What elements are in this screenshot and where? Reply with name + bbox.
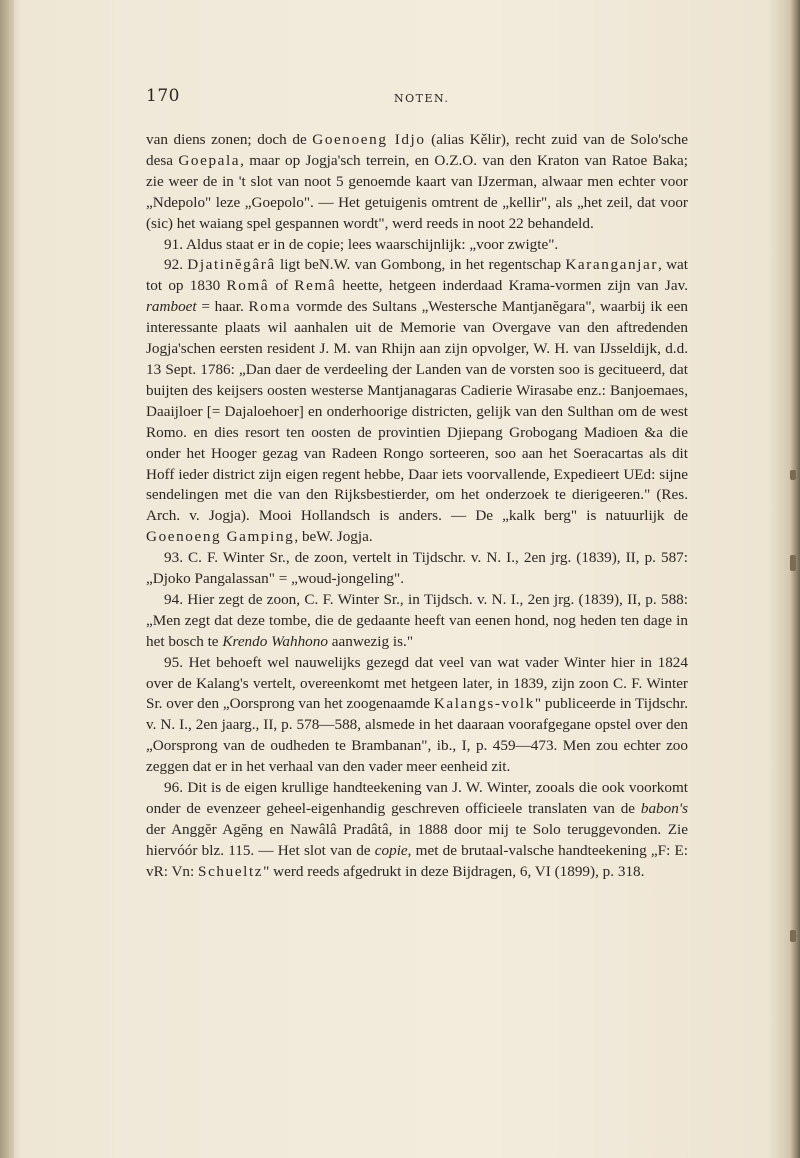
note-91: 91. Aldus staat er in de copie; lees waarschijnlijk: „voor zwigte". — [164, 235, 559, 253]
text-run: , wat tot op 1830 — [146, 256, 688, 295]
text-run: van diens zonen; doch de — [146, 131, 313, 148]
text-run: 92. — [164, 256, 188, 274]
text-run: heette, hetgeen inderdaad Krama-vormen zijn van Jav. — [336, 277, 688, 295]
note-92 — [146, 255, 688, 548]
text-run: , met de brutaal-valsche handteekening „F: E: vR: Vn: — [146, 841, 689, 880]
text-run: der Anggĕr Agĕng en Nawâlâ Pradâtâ, in 1888 door mij te Solo teruggevonden. Zie hiervóór blz. 115. — Het slot van de — [146, 820, 688, 859]
text-run: aanwezig is." — [327, 632, 414, 650]
spaced-term: Goenoeng Gamping — [146, 528, 295, 546]
page-edge — [790, 0, 800, 1158]
text-run: 96. Dit is de eigen krullige handteekening van J. W. Winter, zooals die ook voorkomt onder de evenzeer geheel-eigenhandig geschreven officieele translaten van de — [146, 779, 688, 817]
spaced-term: Goenoeng Idjo — [312, 131, 426, 148]
note-95 — [146, 653, 688, 778]
book-gutter — [0, 0, 14, 1158]
italic-term: ramboet — [146, 298, 197, 316]
text-run: ligt beN.W. van Gombong, in het regentschap — [275, 256, 566, 274]
note-96 — [146, 778, 688, 883]
margin-mark — [790, 930, 796, 942]
text-run: (alias Kělir), recht zuid van de Solo'sche desa — [146, 131, 689, 169]
note-94 — [146, 590, 688, 653]
text-run: vormde des Sultans „Westersche Mantjanĕgara", waarbij ik een interessante plaats wil aanhalen uit de Memorie van Overgave van den aftredenden Jogja'schen eersten resident J. M. van Rhijn aan zijn opvolger, W. H. van IJsseldijk, d.d. 13 Sept. 1786: „Dan daer de verdeeling der Landen van de vorsten soo is gecitueerd, dat buijten des keijsers oosten westerse Mantjanagaras Cadierie Wirasabe enz.: Banjoemaes, Daaijloer [= Dajaloehoer] en onderhoorige districten, gelijk van den Sulthan om de west Romo. en dies resort ten oosten de provintien Djiepang Grobogang Madioen &a die onder het Hooger gezag van Radeen Rongo sorteeren, soo aan het Soeracartas als dit Hoff ieder district zijn eigen regent hebbe, Daar iets voorvallende, Expedieert UEd: sijne sendelingen met die van den Rijksbestierder, om het onderzoek te dierigeeren." (Res. Arch. v. Jogja). Mooi Hollandsch is anders. — De „kalk berg" is natuurlijk de — [146, 298, 688, 525]
spaced-term: Goepala — [178, 151, 241, 169]
spaced-term: Kalangs-volk — [433, 695, 535, 713]
text-run: " werd reeds afgedrukt in deze Bijdragen, 6, VI (1899), p. 318. — [263, 862, 645, 880]
text-run: " publiceerde in Tijdschr. v. N. I., 2en jaarg., II, p. 578—588, alsmede in het daaraan voorafgegane opstel over den „Oorsprong van de oudheden te Brambanan", ib., I, p. 459—473. Men zou echter zoo zeggen dat er in het verhaal van den vader meer eenheid zit. — [146, 695, 688, 776]
margin-mark — [790, 555, 796, 571]
text-run: , maar op Jogja'sch terrein, en O.Z.O. van den Kraton van Ratoe Baka; zie weer de in 't slot van noot 5 genoemde kaart van IJzerman, alwaar men echter voor „Ndepolo" leze „Goepolo". — Het getuigenis omtrent de „kellir", als „het zeil, dat voor (sic) het waiang spel gespannen wordt", werd reeds in noot 22 behandeld. — [146, 151, 688, 232]
running-title: NOTEN. — [394, 92, 450, 105]
spaced-term: Schueltz — [198, 862, 264, 880]
italic-term: babon's — [640, 800, 688, 817]
italic-term: Krendo Wahhono — [222, 632, 328, 650]
text-run: 95. Het behoeft wel nauwelijks gezegd dat veel van wat vader Winter hier in 1824 over de Kalang's vertelt, overeenkomt met hetgeen later, in 1839, zijn zoon C. F. Winter Sr. over den „Oorsprong van het zoogenaamde — [146, 653, 688, 713]
note-93: 93. C. F. Winter Sr., de zoon, vertelt in Tijdschr. v. N. I., 2en jrg. (1839), II, p. 587: „Djoko Pangalassan" = „woud-jongeling". — [146, 549, 688, 588]
page-number: 170 — [146, 86, 180, 106]
italic-term: copie — [374, 841, 408, 859]
spaced-term: Karanganjar — [565, 256, 658, 274]
spaced-term: Remâ — [294, 277, 337, 295]
notes-body — [146, 130, 688, 883]
spaced-term: Roma — [248, 298, 292, 316]
note-continuation — [146, 130, 688, 235]
text-run: = haar. — [196, 298, 249, 316]
margin-mark — [790, 470, 796, 480]
spaced-term: Româ — [226, 277, 270, 295]
text-page — [146, 84, 688, 883]
text-run: , beW. Jogja. — [294, 528, 373, 546]
text-run: 94. Hier zegt de zoon, C. F. Winter Sr., in Tijdsch. v. N. I., 2en jrg. (1839), II, p. 588: „Men zegt dat deze tombe, die de gedaante heeft van eenen hond, nog heden ten dage in het bosch te — [146, 590, 688, 650]
spaced-term: Djatinĕgârâ — [187, 256, 276, 274]
page-header — [146, 84, 688, 114]
text-run: of — [269, 277, 295, 295]
